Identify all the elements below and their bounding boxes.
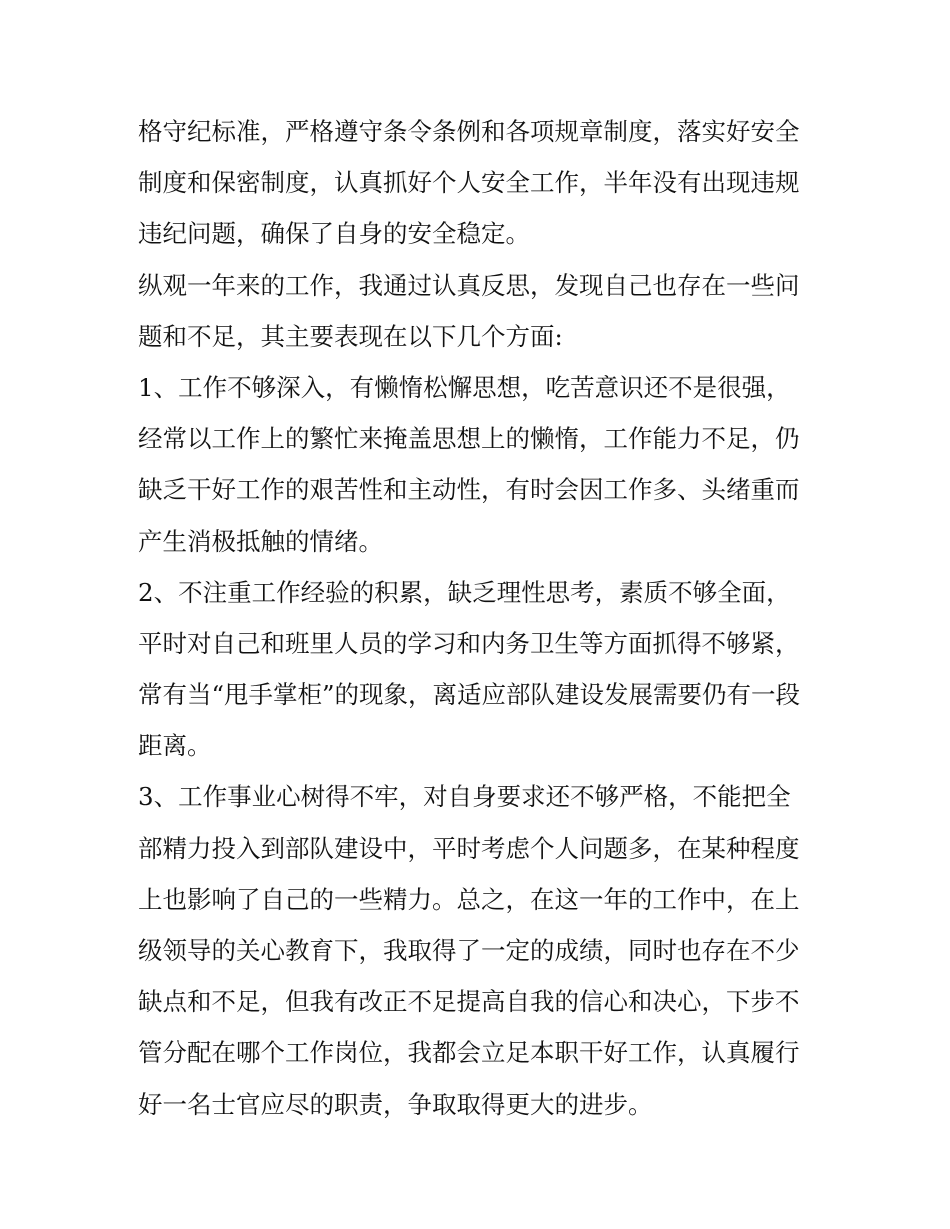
text-line: 平时对自己和班里人员的学习和内务卫生等方面抓得不够紧， xyxy=(138,628,800,658)
text-line: 格守纪标准，严格遵守条令条例和各项规章制度，落实好安全 xyxy=(138,117,800,146)
text-line: 部精力投入到部队建设中，平时考虑个人问题多，在某种程度 xyxy=(138,833,800,863)
document-body xyxy=(138,106,818,1130)
text-line: 纵观一年来的工作，我通过认真反思，发现自己也存在一些问 xyxy=(138,270,800,300)
text-line: 题和不足，其主要表现在以下几个方面: xyxy=(138,321,563,351)
text-line: 常有当“甩手掌柜”的现象，离适应部队建设发展需要仍有一段 xyxy=(138,680,801,710)
text-line: 经常以工作上的繁忙来掩盖思想上的懒惰，工作能力不足，仍 xyxy=(138,424,800,454)
text-line: 上也影响了自己的一些精力。总之，在这一年的工作中，在上 xyxy=(138,884,800,914)
text-line: 距离。 xyxy=(138,731,212,761)
text-line: 缺乏干好工作的艰苦性和主动性，有时会因工作多、头绪重而 xyxy=(138,475,800,505)
text-line: 1、工作不够深入，有懒惰松懈思想，吃苦意识还不是很强， xyxy=(138,372,791,402)
text-line: 3、工作事业心树得不牢，对自身要求还不够严格，不能把全 xyxy=(138,782,791,812)
text-line: 管分配在哪个工作岗位，我都会立足本职干好工作，认真履行 xyxy=(138,1038,800,1068)
text-line: 2、不注重工作经验的积累，缺乏理性思考，素质不够全面， xyxy=(138,577,791,607)
text-line: 产生消极抵触的情绪。 xyxy=(138,526,383,556)
text-line: 缺点和不足，但我有改正不足提高自我的信心和决心，下步不 xyxy=(138,987,800,1017)
text-line: 级领导的关心教育下，我取得了一定的成绩，同时也存在不少 xyxy=(138,936,800,965)
text-line: 违纪问题，确保了自身的安全稳定。 xyxy=(138,219,530,249)
text-line: 好一名士官应尽的职责，争取取得更大的进步。 xyxy=(138,1089,653,1119)
text-line: 制度和保密制度，认真抓好个人安全工作，半年没有出现违规 xyxy=(138,168,800,198)
